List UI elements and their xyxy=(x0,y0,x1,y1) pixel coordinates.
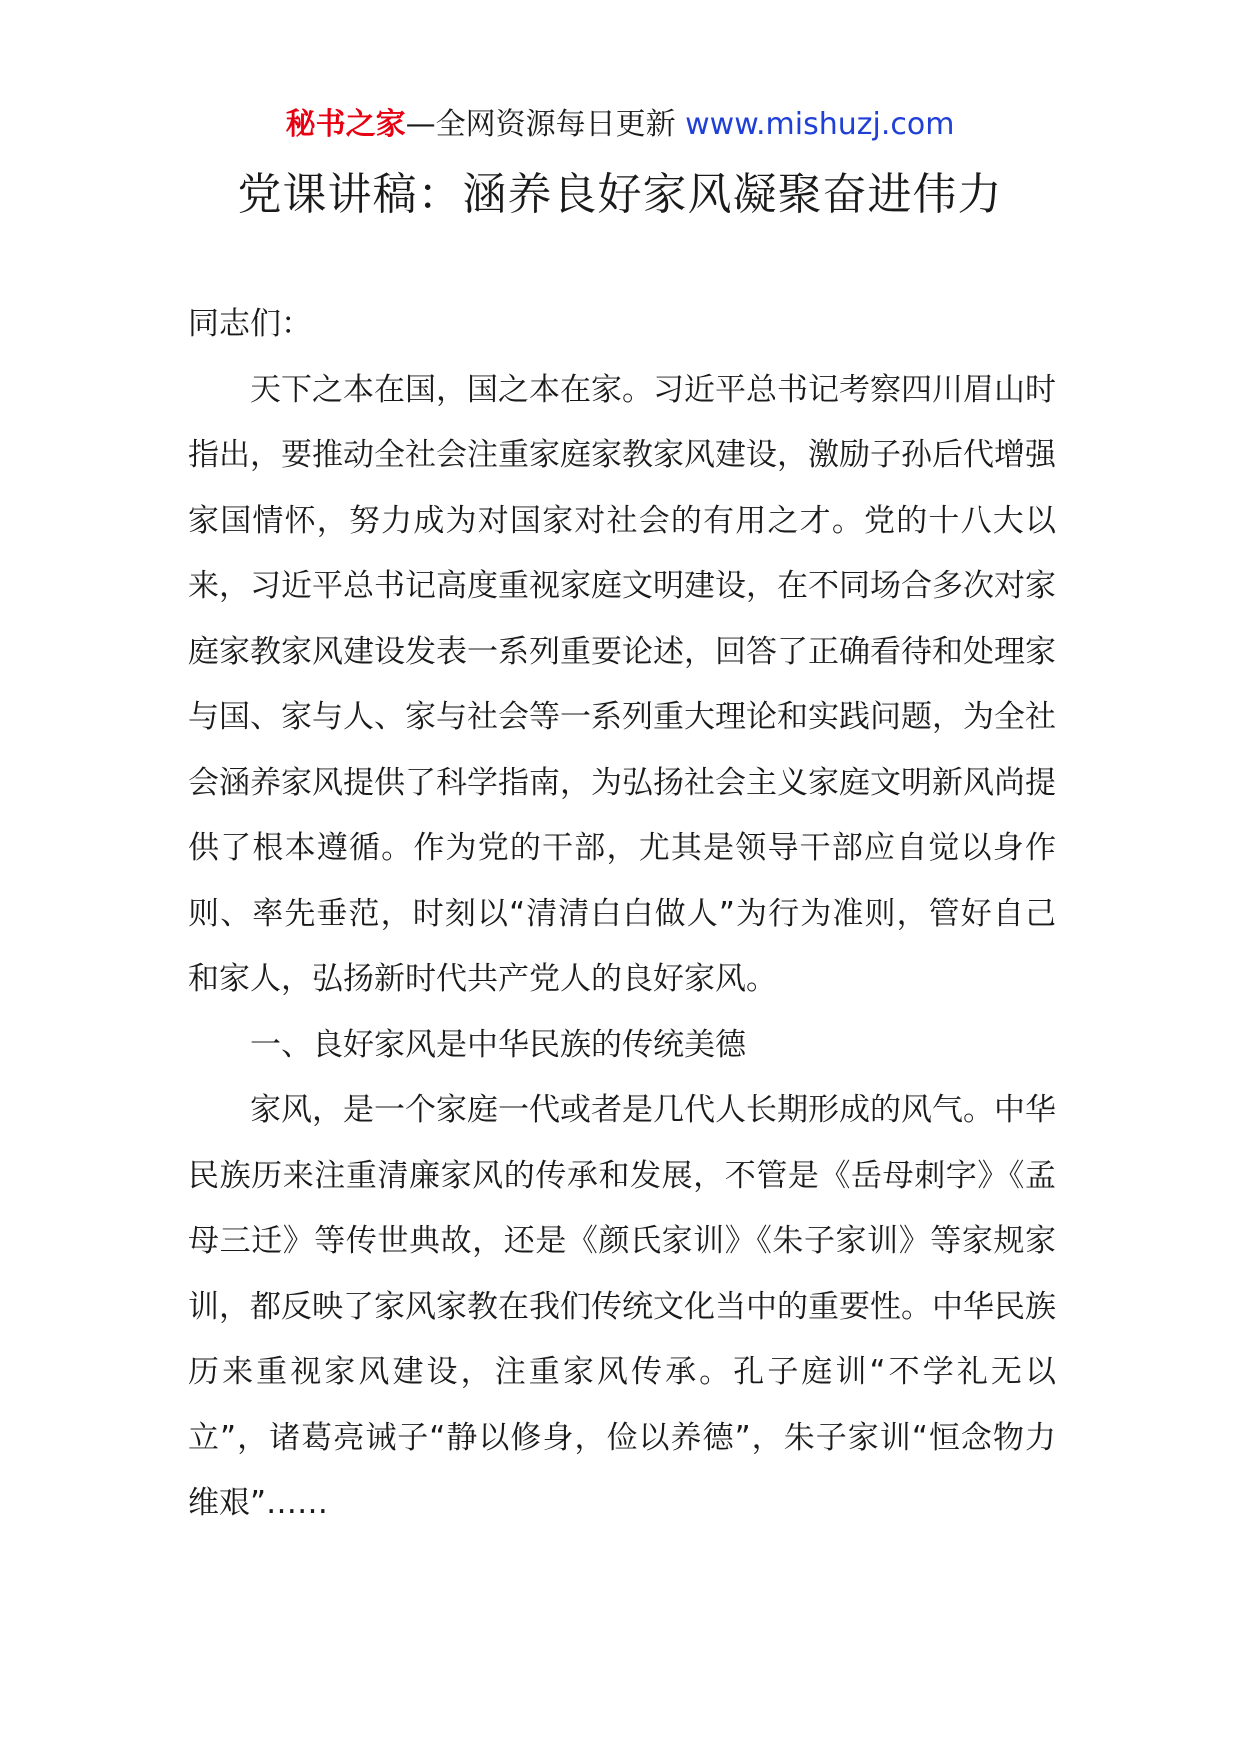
site-tagline: —全网资源每日更新 xyxy=(405,107,686,142)
body-paragraph: 天下之本在国，国之本在家。习近平总书记考察四川眉山时指出，要推动全社会注重家庭家教家风建设，激励子孙后代增强家国情怀，努力成为对国家对社会的有用之才。党的十八大以来，习近平总书记高度重视家庭文明建设，在不同场合多次对家庭家教家风建设发表一系列重要论述，回答了正确看待和处理家与国、家与人、家与社会等一系列重大理论和实践问题，为全社会涵养家风提供了科学指南，为弘扬社会主义家庭文明新风尚提供了根本遵循。作为党的干部，尤其是领导干部应自觉以身作则、率先垂范，时刻以“清清白白做人”为行为准则，管好自己和家人，弘扬新时代共产党人的良好家风。 xyxy=(188,371,1056,997)
section-paragraph: 家风，是一个家庭一代或者是几代人长期形成的风气。中华民族历来注重清廉家风的传承和发展，不管是《岳母刺字》《孟母三迁》等传世典故，还是《颜氏家训》《朱子家训》等家规家训，都反映了家风家教在我们传统文化当中的重要性。中华民族历来重视家风建设，注重家风传承。孔子庭训“不学礼无以立”，诸葛亮诫子“静以修身，俭以养德”，朱子家训“恒念物力维艰”…… xyxy=(188,1092,1056,1521)
salutation: 同志们： xyxy=(188,306,312,342)
document-title: 党课讲稿：涵养良好家风凝聚奋进伟力 xyxy=(237,169,1003,220)
section-heading: 一、良好家风是中华民族的传统美德 xyxy=(250,1026,746,1063)
site-url-link[interactable]: www.mishuzj.com xyxy=(685,107,955,142)
document-body xyxy=(188,292,1056,1537)
site-banner xyxy=(0,100,1240,150)
site-brand-name: 秘书之家 xyxy=(285,107,406,142)
